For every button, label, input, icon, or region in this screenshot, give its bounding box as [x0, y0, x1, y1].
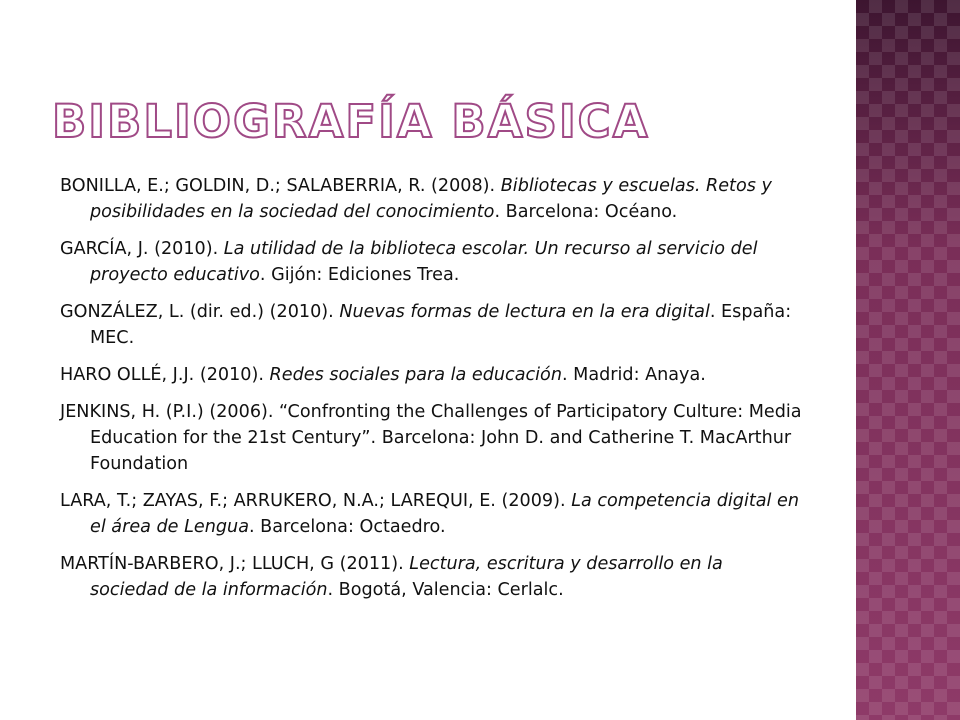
reference-publisher: . España: MEC.: [90, 302, 792, 348]
reference-text: HARO OLLÉ, J.J. (2010).: [60, 365, 270, 385]
reference-text: BONILLA, E.; GOLDIN, D.; SALABERRIA, R. (2008).: [60, 176, 501, 196]
reference-item: [60, 551, 805, 603]
reference-publisher: . Bogotá, Valencia: Cerlalc.: [327, 580, 564, 600]
reference-title: Lectura, escritura y desarrollo en la sociedad de la información: [90, 554, 723, 600]
reference-list: [60, 173, 805, 614]
reference-item: [60, 173, 805, 225]
reference-item: [60, 488, 805, 540]
reference-publisher: . Barcelona: Océano.: [494, 202, 678, 222]
reference-title: Nuevas formas de lectura en la era digital: [339, 302, 710, 322]
reference-text: LARA, T.; ZAYAS, F.; ARRUKERO, N.A.; LAREQUI, E. (2009).: [60, 491, 572, 511]
reference-title: Bibliotecas y escuelas. Retos y posibilidades en la sociedad del conocimiento: [90, 176, 772, 222]
slide-title: BIBLIOGRAFÍA BÁSICA: [52, 95, 650, 148]
reference-item: [60, 399, 805, 477]
reference-text: MARTÍN-BARBERO, J.; LLUCH, G (2011).: [60, 554, 410, 574]
decorative-side-panel: [856, 0, 960, 720]
reference-publisher: . Madrid: Anaya.: [561, 365, 706, 385]
reference-title: La competencia digital en el área de Lengua: [90, 491, 799, 537]
reference-title: Redes sociales para la educación: [269, 365, 562, 385]
reference-title: La utilidad de la biblioteca escolar. Un recurso al servicio del proyecto educativo: [90, 239, 758, 285]
reference-text: JENKINS, H. (P.I.) (2006). “Confronting the Challenges of Participatory Culture: Media Education for the 21st Century”. Barcelona: John D. and Catherine T. MacArthur Foundation: [60, 402, 802, 474]
reference-text: GARCÍA, J. (2010).: [60, 239, 224, 259]
reference-publisher: . Gijón: Ediciones Trea.: [259, 265, 460, 285]
reference-publisher: . Barcelona: Octaedro.: [248, 517, 446, 537]
reference-text: GONZÁLEZ, L. (dir. ed.) (2010).: [60, 302, 340, 322]
reference-item: [60, 362, 805, 388]
reference-item: [60, 236, 805, 288]
reference-item: [60, 299, 805, 351]
